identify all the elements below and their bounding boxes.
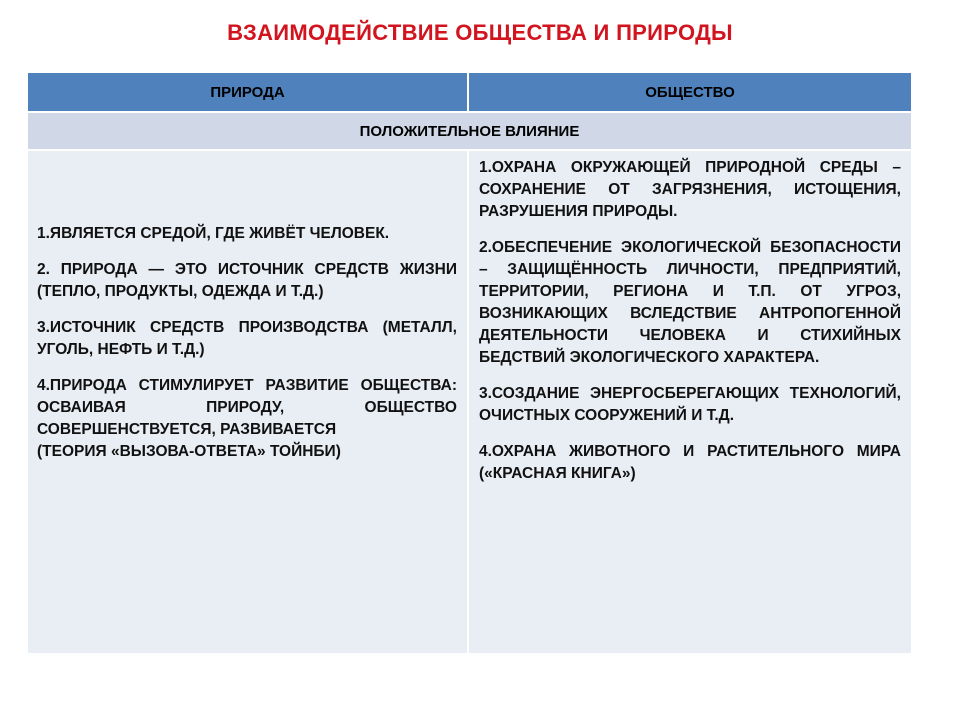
- header-nature: ПРИРОДА: [28, 73, 468, 112]
- page-title: ВЗАИМОДЕЙСТВИЕ ОБЩЕСТВА И ПРИРОДЫ: [227, 20, 733, 45]
- society-item-1: 1.ОХРАНА ОКРУЖАЮЩЕЙ ПРИРОДНОЙ СРЕДЫ – СОХРАНЕНИЕ ОТ ЗАГРЯЗНЕНИЯ, ИСТОЩЕНИЯ, РАЗРУШЕНИЯ ПРИРОДЫ.: [479, 159, 901, 220]
- comparison-table: [28, 73, 911, 653]
- nature-item-1: 1.ЯВЛЯЕТСЯ СРЕДОЙ, ГДЕ ЖИВЁТ ЧЕЛОВЕК.: [37, 225, 390, 242]
- nature-item-4-note: (ТЕОРИЯ «ВЫЗОВА-ОТВЕТА» ТОЙНБИ): [37, 443, 341, 460]
- subheader-row: [28, 112, 911, 150]
- header-society: ОБЩЕСТВО: [468, 73, 911, 112]
- subheader-positive-influence: ПОЛОЖИТЕЛЬНОЕ ВЛИЯНИЕ: [28, 112, 911, 150]
- society-cell: [468, 150, 911, 653]
- nature-item-4-text: 4.ПРИРОДА СТИМУЛИРУЕТ РАЗВИТИЕ ОБЩЕСТВА: ОСВАИВАЯ ПРИРОДУ, ОБЩЕСТВО СОВЕРШЕНСТВУЕТСЯ, РАЗВИВАЕТСЯ: [37, 377, 457, 438]
- nature-cell: [28, 150, 468, 653]
- nature-item-3: 3.ИСТОЧНИК СРЕДСТВ ПРОИЗВОДСТВА (МЕТАЛЛ, УГОЛЬ, НЕФТЬ И Т.Д.): [37, 319, 457, 358]
- nature-item-2: 2. ПРИРОДА — ЭТО ИСТОЧНИК СРЕДСТВ ЖИЗНИ (ТЕПЛО, ПРОДУКТЫ, ОДЕЖДА И Т.Д.): [37, 261, 457, 300]
- society-item-3: 3.СОЗДАНИЕ ЭНЕРГОСБЕРЕГАЮЩИХ ТЕХНОЛОГИЙ, ОЧИСТНЫХ СООРУЖЕНИЙ И Т.Д.: [479, 385, 901, 424]
- society-item-2: 2.ОБЕСПЕЧЕНИЕ ЭКОЛОГИЧЕСКОЙ БЕЗОПАСНОСТИ – ЗАЩИЩЁННОСТЬ ЛИЧНОСТИ, ПРЕДПРИЯТИЙ, ТЕРРИТОРИИ, РЕГИОНА И Т.П. ОТ УГРОЗ, ВОЗНИКАЮЩИХ ВСЛЕДСТВИЕ АНТРОПОГЕННОЙ ДЕЯТЕЛЬНОСТИ ЧЕЛОВЕКА И СТИХИЙНЫХ БЕДСТВИЙ ЭКОЛОГИЧЕСКОГО ХАРАКТЕРА.: [479, 239, 901, 366]
- header-row: [28, 73, 911, 112]
- society-item-4: 4.ОХРАНА ЖИВОТНОГО И РАСТИТЕЛЬНОГО МИРА («КРАСНАЯ КНИГА»): [479, 443, 901, 482]
- content-row: [28, 150, 911, 653]
- nature-item-4: [37, 375, 457, 463]
